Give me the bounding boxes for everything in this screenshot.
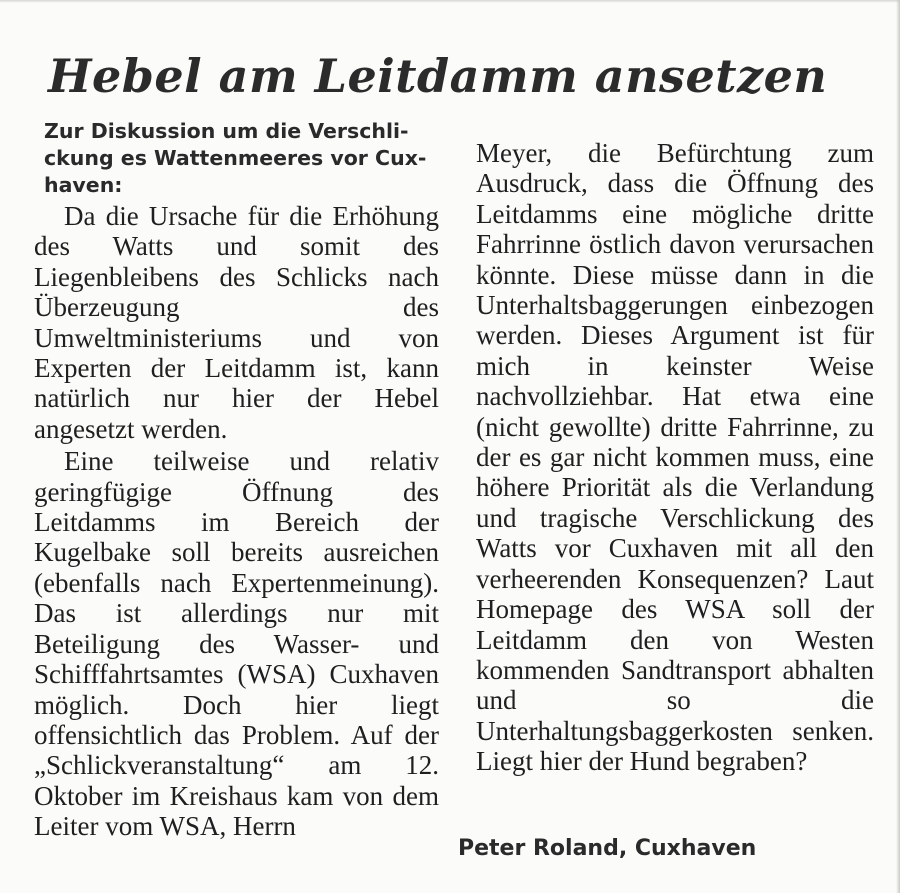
article-headline: Hebel am Leitdamm ansetzen — [48, 48, 828, 103]
scan-edge-top — [0, 0, 900, 3]
article-column-left — [34, 118, 439, 842]
article-paragraph-2: Eine teilweise und relativ geringfügige Öffnung des Leitdamms im Bereich der Kugelbake soll bereits ausreichen (ebenfalls nach Expertenmeinung). Das ist allerdings nur mit Beteiligung des Wasser- und Schifffahrtsamtes (WSA) Cuxhaven möglich. Doch hier liegt offensichtlich das Problem. Auf der „Schlickveranstaltung“ am 12. Oktober im Kreishaus kam von dem Leiter vom WSA, Herrn — [34, 446, 439, 842]
article-paragraph-3: Meyer, die Befürchtung zum Ausdruck, dass die Öffnung des Leitdamms eine mögliche dritte Fahrrinne östlich davon verursachen könnte. Diese müsse dann in die Unterhaltsbaggerungen einbezogen werden. Dieses Argument ist für mich in keinster Weise nachvollziehbar. Hat etwa eine (nicht gewollte) dritte Fahrrinne, zu der es gar nicht kommen muss, eine höhere Priorität als die Verlandung und tragische Verschlickung des Watts vor Cuxhaven mit all den verheerenden Konsequenzen? Laut Homepage des WSA soll der Leitdamm den von Westen kommenden Sandtransport abhalten und so die Unterhaltungsbaggerkosten senken. Liegt hier der Hund begraben? — [476, 138, 874, 777]
scan-edge-right — [896, 0, 900, 893]
article-column-right — [476, 138, 874, 777]
article-lead: Zur Diskussion um die Verschli-ckung es Wattenmeeres vor Cux-haven: — [44, 119, 427, 197]
article-paragraph-1: Da die Ursache für die Erhöhung des Watts und somit des Liegenbleibens des Schlicks nach Überzeugung des Umweltministeriums und von Experten der Leitdamm ist, kann natürlich nur hier der Hebel angesetzt werden. — [34, 201, 439, 444]
article-signature: Peter Roland, Cuxhaven — [458, 836, 757, 861]
